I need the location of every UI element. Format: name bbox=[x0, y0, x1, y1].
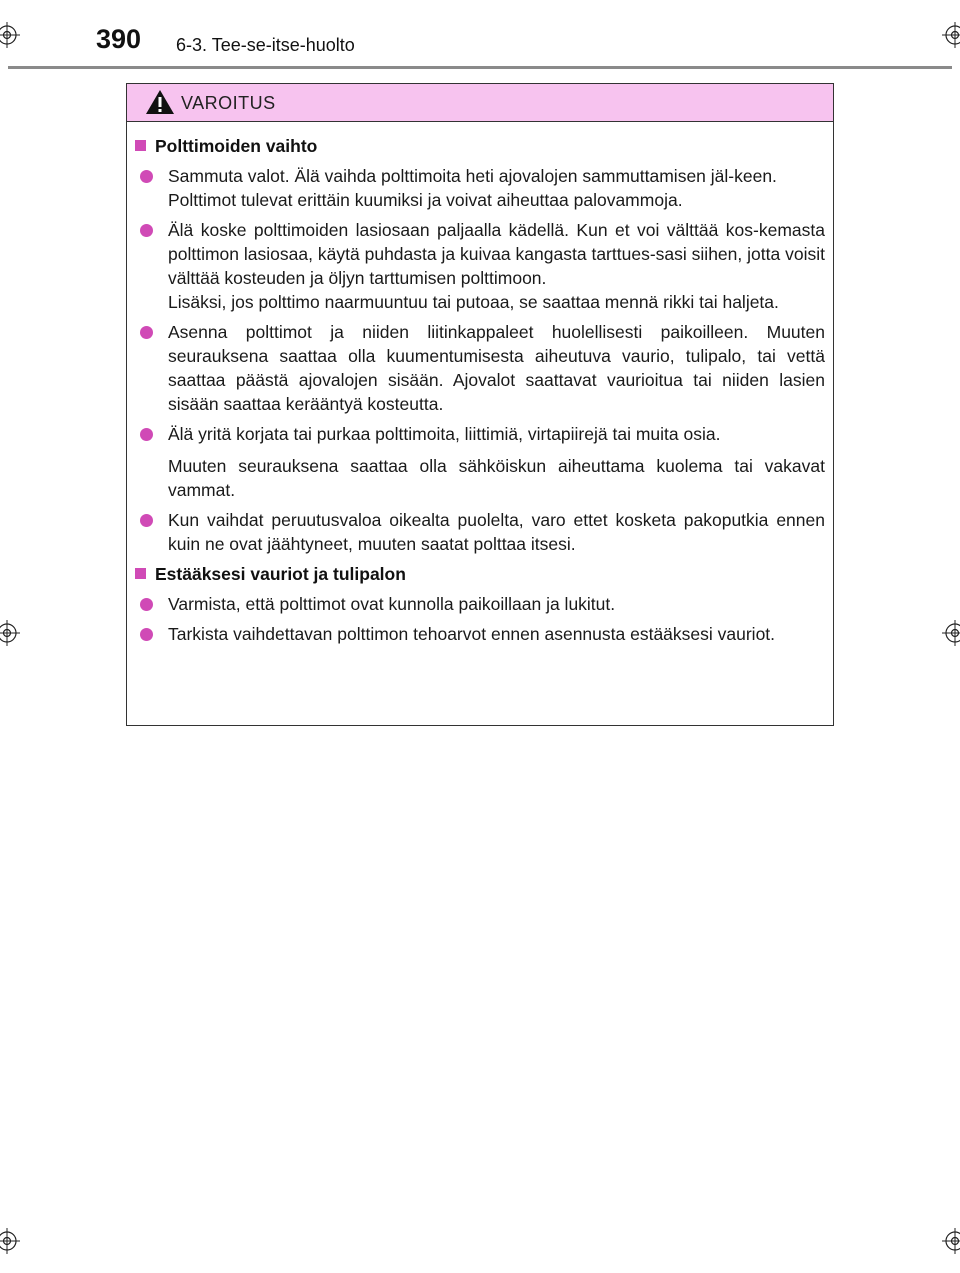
warning-content bbox=[127, 134, 833, 652]
registration-mark-icon bbox=[942, 1228, 960, 1254]
round-bullet-icon bbox=[140, 224, 153, 237]
item-paragraph: Muuten seurauksena saattaa olla sähköiskun aiheuttama kuolema tai vakavat vammat. bbox=[168, 456, 825, 500]
registration-mark-icon bbox=[942, 22, 960, 48]
item-paragraph: Älä koske polttimoiden lasiosaan paljaalla kädellä. Kun et voi välttää kos-kemasta polttimon lasiosaa, käytä puhdasta ja kuivaa kangasta tarttues-sasi siihen, jotta voisit välttää kosteuden ja öljyn tarttumisen polttimoon. bbox=[168, 220, 825, 288]
square-bullet-icon bbox=[135, 568, 146, 579]
list-item bbox=[168, 164, 825, 212]
section-heading bbox=[131, 134, 833, 158]
warning-header bbox=[127, 84, 833, 122]
item-paragraph: Polttimot tulevat erittäin kuumiksi ja voivat aiheuttaa palovammoja. bbox=[168, 190, 683, 210]
round-bullet-icon bbox=[140, 628, 153, 641]
warning-box bbox=[126, 83, 834, 726]
list-item bbox=[168, 422, 825, 502]
item-paragraph: Älä yritä korjata tai purkaa polttimoita, liittimiä, virtapiirejä tai muita osia. bbox=[168, 424, 721, 444]
warning-triangle-icon bbox=[145, 88, 175, 121]
item-paragraph: Tarkista vaihdettavan polttimon tehoarvot ennen asennusta estääksesi vauriot. bbox=[168, 624, 776, 644]
list-item bbox=[168, 592, 825, 616]
round-bullet-icon bbox=[140, 598, 153, 611]
page-number: 390 bbox=[96, 24, 142, 54]
list-item bbox=[168, 320, 825, 416]
round-bullet-icon bbox=[140, 514, 153, 527]
section-heading bbox=[131, 562, 833, 586]
registration-mark-icon bbox=[0, 1228, 20, 1254]
registration-mark-icon bbox=[0, 620, 20, 646]
square-bullet-icon bbox=[135, 140, 146, 151]
header-rule bbox=[8, 66, 952, 69]
round-bullet-icon bbox=[140, 326, 153, 339]
registration-mark-icon bbox=[0, 22, 20, 48]
list-item bbox=[168, 622, 825, 646]
round-bullet-icon bbox=[140, 170, 153, 183]
warning-label: VAROITUS bbox=[181, 93, 276, 113]
round-bullet-icon bbox=[140, 428, 153, 441]
section-heading-text: Polttimoiden vaihto bbox=[155, 136, 318, 156]
item-paragraph: Asenna polttimot ja niiden liitinkappaleet huolellisesti paikoilleen. Muuten seurauksena saattaa olla kuumentumisesta aiheutuva vaurio, tulipalo, tai vettä saattaa päästä ajovalojen sisään. Ajovalot saattavat vaurioitua tai niiden lasien sisään saattaa kerääntyä kosteutta. bbox=[168, 322, 825, 414]
section-title: 6-3. Tee-se-itse-huolto bbox=[176, 35, 355, 55]
section-heading-text: Estääksesi vauriot ja tulipalon bbox=[155, 564, 406, 584]
list-item bbox=[168, 218, 825, 314]
item-paragraph: Kun vaihdat peruutusvaloa oikealta puolelta, varo ettet kosketa pakoputkia ennen kuin ne ovat jäähtyneet, muuten saatat polttaa itsesi. bbox=[168, 510, 825, 554]
item-paragraph: Sammuta valot. Älä vaihda polttimoita heti ajovalojen sammuttamisen jäl-keen. bbox=[168, 166, 777, 186]
list-item bbox=[168, 508, 825, 556]
registration-mark-icon bbox=[942, 620, 960, 646]
item-paragraph: Lisäksi, jos polttimo naarmuuntuu tai putoaa, se saattaa mennä rikki tai haljeta. bbox=[168, 292, 779, 312]
item-paragraph: Varmista, että polttimot ovat kunnolla paikoillaan ja lukitut. bbox=[168, 594, 616, 614]
page-header bbox=[0, 0, 960, 70]
